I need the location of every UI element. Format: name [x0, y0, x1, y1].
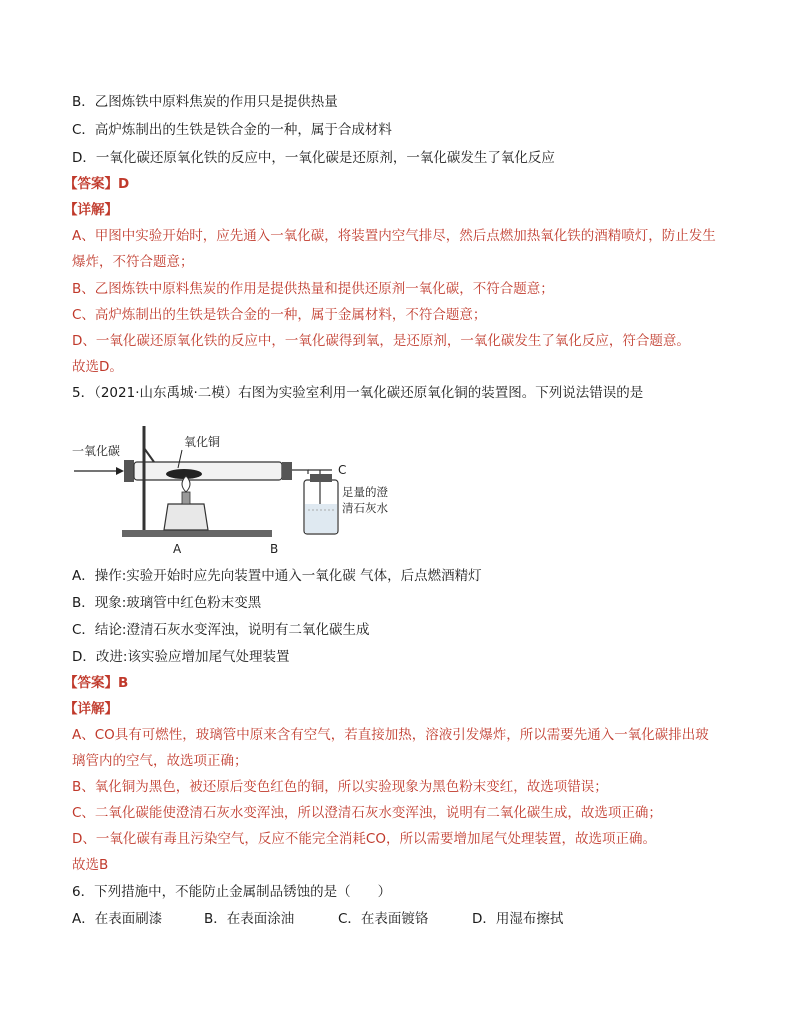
q5-stem: 5．（2021·山东禹城·二模）右图为实验室利用一氧化碳还原氧化铜的装置图。下列说法错误的是 — [72, 385, 644, 401]
q4-answer: 【答案】D — [64, 176, 130, 192]
co-reduction-apparatus-diagram — [72, 408, 388, 558]
q6-option-c: C．在表面镀铬 — [338, 911, 429, 927]
q5-detail-b: B、氧化铜为黑色，被还原后变色红色的铜，所以实验现象为黑色粉末变红，故选项错误； — [72, 779, 608, 795]
label-carbon-monoxide: 一氧化碳 — [72, 444, 121, 458]
label-c: C — [338, 463, 347, 477]
alcohol-lamp — [164, 504, 208, 530]
limewater — [305, 504, 337, 533]
label-a: A — [173, 542, 182, 556]
q5-option-d: D．改进:该实验应增加尾气处理装置 — [72, 649, 290, 665]
q4-option-b: B．乙图炼铁中原料焦炭的作用只是提供热量 — [72, 94, 338, 110]
right-stopper — [282, 462, 292, 480]
label-b: B — [270, 542, 279, 556]
q6-options — [72, 909, 734, 929]
stand-base — [122, 530, 272, 537]
q5-answer: 【答案】B — [64, 675, 129, 691]
glass-tube — [134, 462, 282, 480]
q4-detail-c: C、高炉炼制出的生铁是铁合金的一种，属于金属材料，不符合题意； — [72, 307, 487, 323]
q6-option-d: D．用湿布擦拭 — [472, 911, 564, 927]
q5-detail-label: 【详解】 — [64, 701, 118, 717]
label-copper-oxide: 氧化铜 — [184, 435, 221, 449]
q5-detail-a-line2: 璃管内的空气，故选项正确； — [72, 753, 248, 769]
q5-option-a: A．操作:实验开始时应先向装置中通入一氧化碳 气体，后点燃酒精灯 — [72, 568, 482, 584]
q4-detail-b: B、乙图炼铁中原料焦炭的作用是提供热量和提供还原剂一氧化碳，不符合题意； — [72, 281, 554, 297]
q4-conclusion: 故选D。 — [72, 359, 123, 375]
outlet-tube-1 — [292, 470, 308, 474]
q4-option-d: D．一氧化碳还原氧化铁的反应中，一氧化碳是还原剂，一氧化碳发生了氧化反应 — [72, 150, 555, 166]
q5-option-b: B．现象:玻璃管中红色粉末变黑 — [72, 595, 262, 611]
q5-conclusion: 故选B — [72, 857, 109, 873]
q4-detail-label: 【详解】 — [64, 202, 118, 218]
q4-detail-d: D、一氧化碳还原氧化铁的反应中，一氧化碳得到氧，是还原剂，一氧化碳发生了氧化反应，符合题意。 — [72, 333, 690, 349]
left-stopper — [124, 460, 134, 482]
inlet-arrow-head — [116, 467, 124, 475]
q6-option-b: B．在表面涂油 — [204, 911, 295, 927]
q4-detail-a-line1: A、甲图中实验开始时，应先通入一氧化碳，将装置内空气排尽，然后点燃加热氧化铁的酒精喷灯，防止发生 — [72, 228, 716, 244]
label-limewater-line2: 清石灰水 — [342, 501, 388, 515]
q5-detail-c: C、二氧化碳能使澄清石灰水变浑浊，所以澄清石灰水变浑浊，说明有二氧化碳生成，故选项正确； — [72, 805, 662, 821]
q5-detail-d: D、一氧化碳有毒且污染空气，反应不能完全消耗CO，所以需要增加尾气处理装置，故选项正确。 — [72, 831, 656, 847]
q5-detail-a-line1: A、CO具有可燃性，玻璃管中原来含有空气，若直接加热，溶液引发爆炸，所以需要先通入一氧化碳排出玻 — [72, 727, 709, 743]
q6-stem: 6．下列措施中，不能防止金属制品锈蚀的是（ ） — [72, 884, 392, 900]
bottle-stopper — [310, 474, 332, 482]
q4-option-c: C．高炉炼制出的生铁是铁合金的一种，属于合成材料 — [72, 122, 392, 138]
q6-option-a: A．在表面刷漆 — [72, 911, 163, 927]
q4-detail-a-line2: 爆炸，不符合题意； — [72, 254, 194, 270]
q5-option-c: C．结论:澄清石灰水变浑浊，说明有二氧化碳生成 — [72, 622, 370, 638]
label-limewater-line1: 足量的澄 — [342, 485, 388, 499]
lamp-wick-holder — [182, 492, 190, 504]
